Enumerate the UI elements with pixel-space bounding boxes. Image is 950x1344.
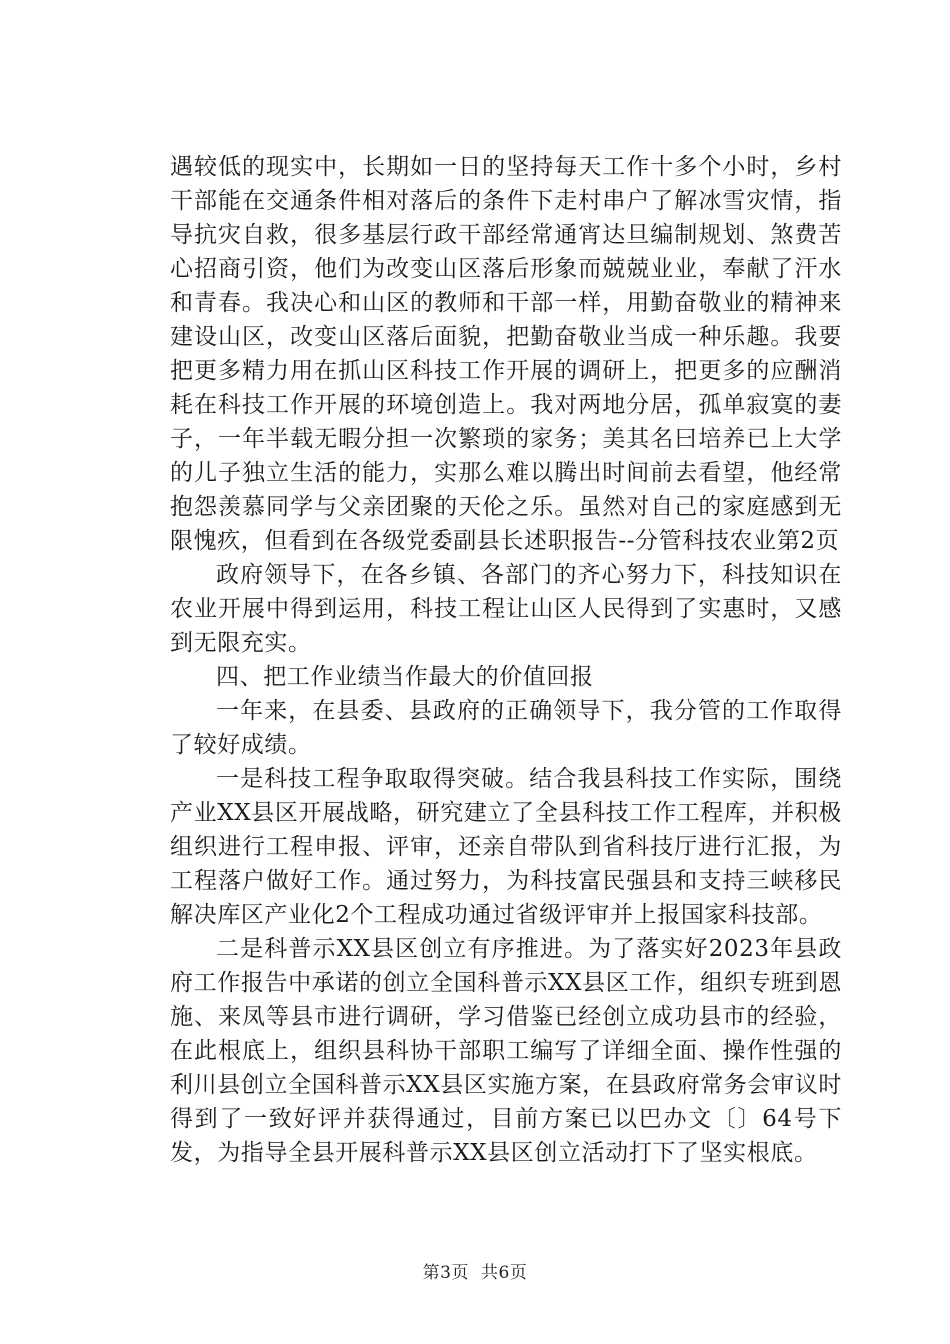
paragraph-science-demo: 二是科普示XX县区创立有序推进。为了落实好2023年县政府工作报告中承诺的创立全国科普示XX县区工作，组织专班到恩施、来凤等县市进行调研，学习借鉴已经创立成功县市的经验，在此根底上，组织县科协干部职工编写了详细全面、操作性强的利川县创立全国科普示XX县区实施方案，在县政府常务会审议时得到了一致好评并获得通过，目前方案已以巴办文〔〕64号下发，为指导全县开展科普示XX县区创立活动打下了坚实根底。 xyxy=(170,936,842,1166)
paragraph-continuation: 遇较低的现实中，长期如一日的坚持每天工作十多个小时，乡村干部能在交通条件相对落后的条件下走村串户了解冰雪灾情，指导抗灾自救，很多基层行政干部经常通宵达旦编制规划、煞费苦心招商引资，他们为改变山区落后形象而兢兢业业，奉献了汗水和青春。我决心和山区的教师和干部一样，用勤奋敬业的精神来建设山区，改变山区落后面貌，把勤奋敬业当成一种乐趣。我要把更多精力用在抓山区科技工作开展的调研上，把更多的应酬消耗在科技工作开展的环境创造上。我对两地分居，孤单寂寞的妻子，一年半载无暇分担一次繁琐的家务；美其名曰培养已上大学的儿子独立生活的能力，实那么难以腾出时间前去看望，他经常抱怨羡慕同学与父亲团聚的天伦之乐。虽然对自己的家庭感到无限愧疚，但看到在各级党委副县长述职报告--分管科技农业第2页 xyxy=(170,154,842,554)
page-number: 第3页 xyxy=(422,1263,469,1283)
document-body xyxy=(170,150,842,1170)
paragraph-year-summary: 一年来，在县委、县政府的正确领导下，我分管的工作取得了较好成绩。 xyxy=(170,698,842,758)
section-heading-four: 四、把工作业绩当作最大的价值回报 xyxy=(216,664,594,690)
page-total: 共6页 xyxy=(481,1263,528,1283)
page-footer xyxy=(0,1258,950,1283)
paragraph-government-leadership: 政府领导下，在各乡镇、各部门的齐心努力下，科技知识在农业开展中得到运用，科技工程让山区人民得到了实惠时，又感到无限充实。 xyxy=(170,562,842,656)
paragraph-tech-projects: 一是科技工程争取取得突破。结合我县科技工作实际，围绕产业XX县区开展战略，研究建立了全县科技工作工程库，并积极组织进行工程申报、评审，还亲自带队到省科技厅进行汇报，为工程落户做好工作。通过努力，为科技富民强县和支持三峡移民解决库区产业化2个工程成功通过省级评审并上报国家科技部。 xyxy=(170,766,842,928)
